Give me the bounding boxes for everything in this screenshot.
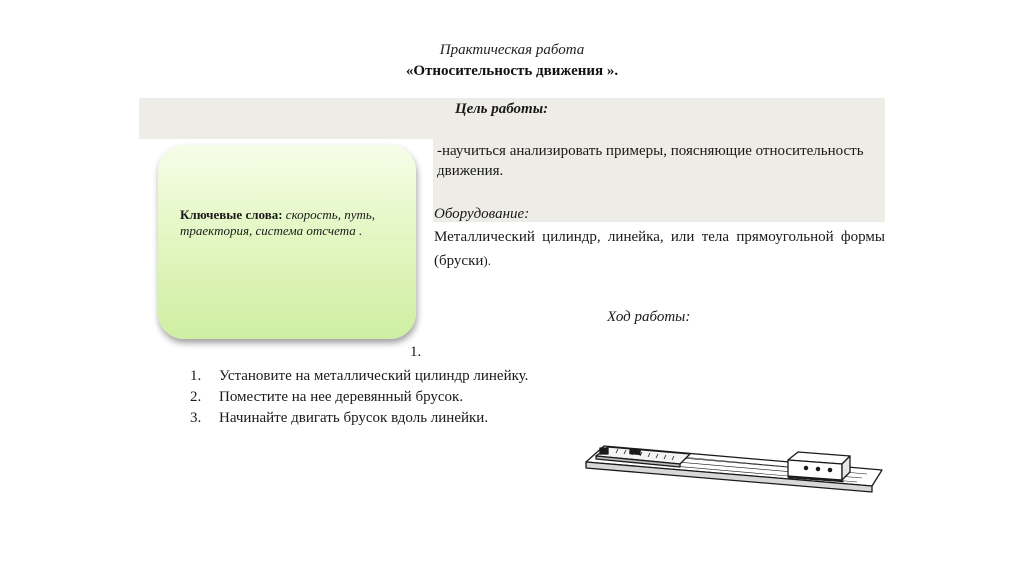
procedure-heading: Ход работы: <box>607 309 691 325</box>
equipment-heading: Оборудование: <box>434 206 530 222</box>
step-number: 2. <box>190 389 202 405</box>
keywords-card <box>158 145 416 339</box>
list-item <box>190 366 528 387</box>
goal-text: -научиться анализировать примеры, поясняющие относительность движения. <box>437 143 864 179</box>
step-text: Поместите на нее деревянный брусок. <box>219 389 464 405</box>
procedure-steps <box>190 366 528 429</box>
worksheet-title: «Относительность движения ». <box>405 63 619 79</box>
goal-heading: Цель работы: <box>455 101 549 117</box>
step-number: 3. <box>190 410 202 426</box>
ruler-apparatus-illustration <box>582 436 892 506</box>
stray-list-number: 1. <box>410 344 422 360</box>
keywords-label: Ключевые слова: <box>180 207 283 222</box>
step-text: Установите на металлический цилиндр линейку. <box>219 368 529 384</box>
step-text: Начинайте двигать брусок вдоль линейки. <box>219 410 489 426</box>
equipment-text-main: Металлический цилиндр, линейка, или тела прямоугольной формы (бруски <box>434 229 885 269</box>
equipment-text-tail: ). <box>483 253 491 268</box>
step-number: 1. <box>190 368 202 384</box>
equipment-text <box>434 225 885 273</box>
list-item <box>190 408 528 429</box>
worksheet-subtitle: Практическая работа <box>439 42 585 58</box>
list-item <box>190 387 528 408</box>
keywords-values: скорость, путь, траектория, система отсчета . <box>180 207 376 238</box>
keywords-text <box>180 207 394 239</box>
